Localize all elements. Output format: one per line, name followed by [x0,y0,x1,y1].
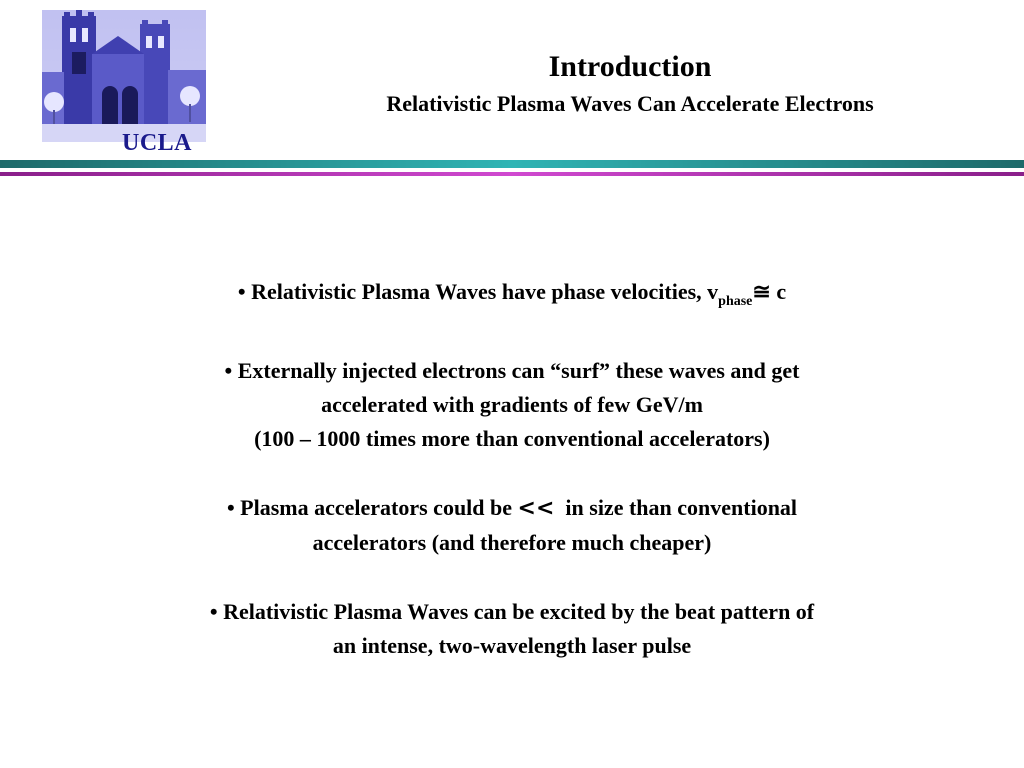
bullet-list [80,275,944,698]
bullet-text: Relativistic Plasma Waves can be excited by the beat pattern of [223,599,815,624]
much-less-than-symbol: << [517,496,555,521]
bullet-marker: • [209,599,218,624]
bullet-text-end: c [770,279,787,304]
phase-subscript: phase [718,294,753,309]
bullet-line [80,595,944,629]
bullet-line [80,275,944,319]
teal-divider [0,160,1024,168]
bullet-marker: • [237,279,246,304]
bullet-line [80,491,944,526]
magenta-divider [0,172,1024,176]
bullet-text: Relativistic Plasma Waves have phase velocities, v [251,279,719,304]
bullet-text: Plasma accelerators could be [240,495,518,520]
bullet-line: an intense, two-wavelength laser pulse [332,633,692,658]
bullet-item-size [80,491,944,560]
approx-equal-symbol: ≅ [752,279,771,304]
bullet-marker: • [224,358,233,383]
bullet-item-surf [80,354,944,456]
royce-hall-illustration [42,10,206,142]
bullet-item-phase-velocity [80,275,944,319]
bullet-line: (100 – 1000 times more than conventional accelerators) [254,426,770,451]
slide-subtitle: Relativistic Plasma Waves Can Accelerate Electrons [386,91,874,116]
bullet-line [80,354,944,388]
bullet-text: Externally injected electrons can “surf” these waves and get [237,358,800,383]
bullet-line: accelerators (and therefore much cheaper) [312,530,712,555]
slide-title: Introduction [548,50,712,83]
bullet-marker: • [226,495,235,520]
ucla-logo-text: UCLA [122,130,193,156]
bullet-line: accelerated with gradients of few GeV/m [321,392,703,417]
ucla-logo-image [42,10,206,142]
bullet-item-beat-pattern [80,595,944,663]
bullet-text-end: in size than conventional [554,495,798,520]
